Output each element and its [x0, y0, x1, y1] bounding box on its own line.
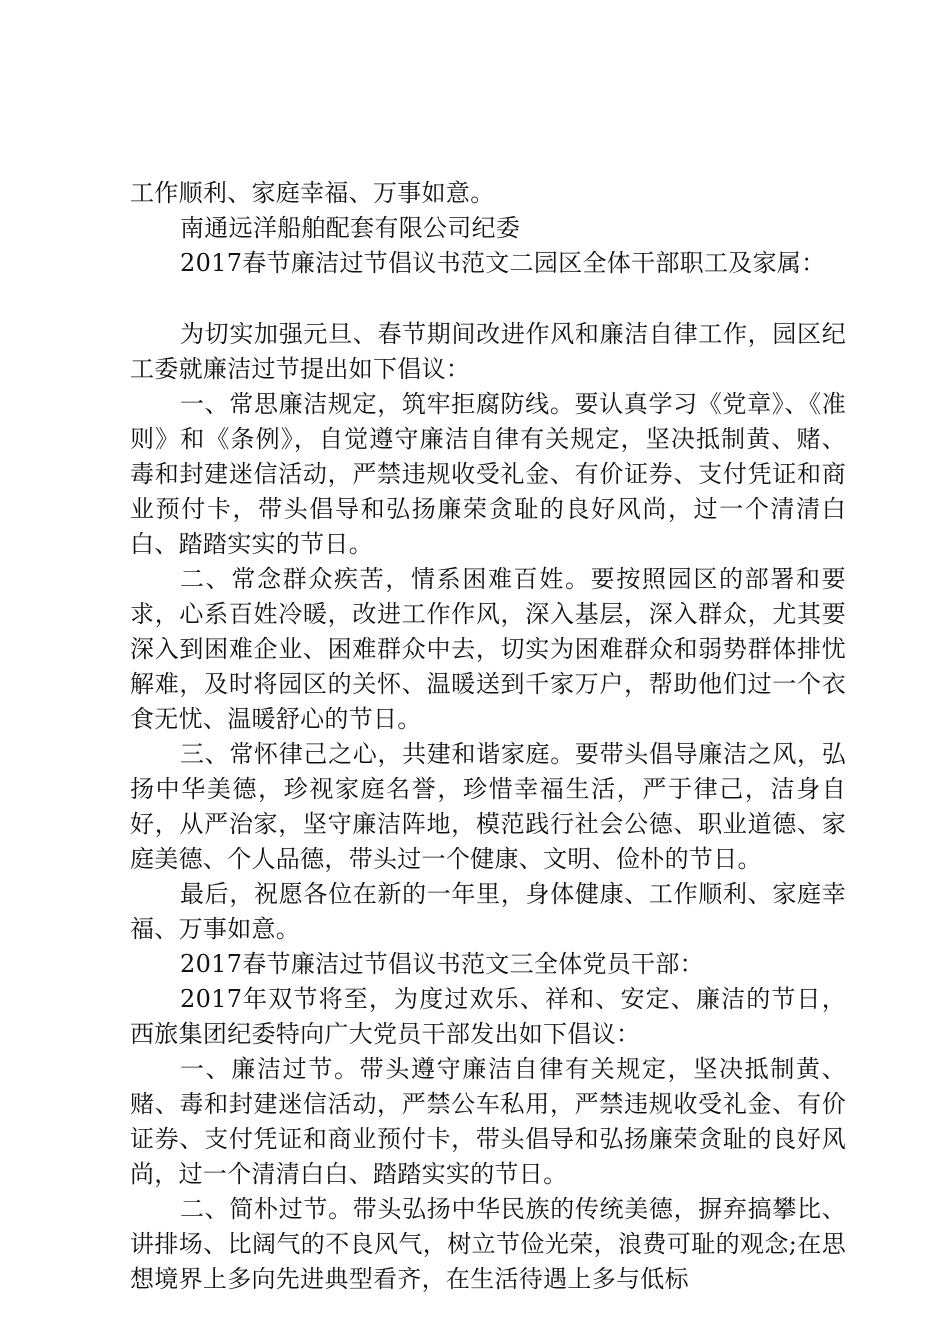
- proposal-clean-festival: 一、廉洁过节。带头遵守廉洁自律有关规定，坚决抵制黄、赌、毒和封建迷信活动，严禁公车私用，严禁违规收受礼金、有价证券、支付凭证和商业预付卡，带头倡导和弘扬廉荣贪耻的良好风尚，过一个清清白白、踏踏实实的节日。: [130, 1055, 846, 1188]
- proposal-one: 一、常思廉洁规定，筑牢拒腐防线。要认真学习《党章》、《准则》和《条例》，自觉遵守廉洁自律有关规定，坚决抵制黄、赌、毒和封建迷信活动，严禁违规收受礼金、有价证券、支付凭证和商业预付卡，带头倡导和弘扬廉荣贪耻的良好风尚，过一个清清白白、踏踏实实的节日。: [130, 390, 846, 558]
- closing-wishes-line: 工作顺利、家庭幸福、万事如意。: [130, 179, 495, 207]
- intro-paragraph-three: 2017年双节将至，为度过欢乐、祥和、安定、廉洁的节日，西旅集团纪委特向广大党员干部发出如下倡议：: [130, 985, 846, 1048]
- signature-line: 南通远洋船舶配套有限公司纪委: [180, 214, 521, 242]
- proposal-two: 二、常念群众疾苦，情系困难百姓。要按照园区的部署和要求，心系百姓冷暖，改进工作作风，深入基层，深入群众，尤其要深入到困难企业、困难群众中去，切实为困难群众和弱势群体排忧解难，及时将园区的关怀、温暖送到千家万户，帮助他们过一个衣食无忧、温暖舒心的节日。: [130, 565, 846, 733]
- section-heading-two: 2017春节廉洁过节倡议书范文二园区全体干部职工及家属：: [180, 249, 826, 277]
- closing-paragraph: 最后，祝愿各位在新的一年里，身体健康、工作顺利、家庭幸福、万事如意。: [130, 880, 846, 943]
- proposal-frugal-festival: 二、简朴过节。带头弘扬中华民族的传统美德，摒弃搞攀比、讲排场、比阔气的不良风气，树立节俭光荣，浪费可耻的观念;在思想境界上多向先进典型看齐，在生活待遇上多与低标: [130, 1195, 846, 1293]
- intro-paragraph: 为切实加强元旦、春节期间改进作风和廉洁自律工作，园区纪工委就廉洁过节提出如下倡议：: [130, 320, 846, 383]
- document-body: [130, 176, 846, 1297]
- section-heading-three: 2017春节廉洁过节倡议书范文三全体党员干部：: [180, 950, 704, 978]
- proposal-three: 三、常怀律己之心，共建和谐家庭。要带头倡导廉洁之风，弘扬中华美德，珍视家庭名誉，珍惜幸福生活，严于律己，洁身自好，从严治家，坚守廉洁阵地，模范践行社会公德、职业道德、家庭美德、个人品德，带头过一个健康、文明、俭朴的节日。: [130, 740, 846, 873]
